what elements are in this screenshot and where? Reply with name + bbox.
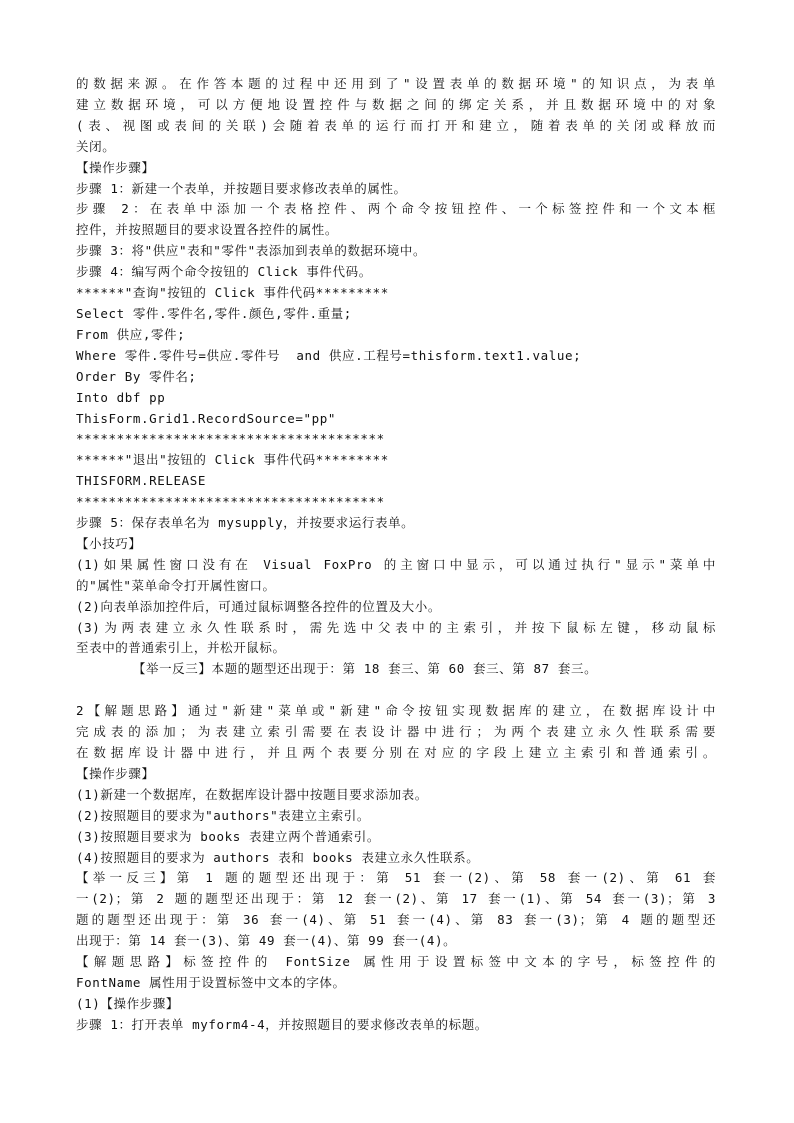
text-line: 步骤 4：编写两个命令按钮的 Click 事件代码。 bbox=[76, 264, 372, 280]
text-line: 在数据库设计器中进行，并且两个表要分别在对应的字段上建立主索引和普通索引。 bbox=[76, 744, 716, 760]
text-line: (3)按照题目要求为 books 表建立两个普通索引。 bbox=[76, 828, 380, 844]
text-line: (3)为两表建立永久性联系时，需先选中父表中的主索引，并按下鼠标左键，移动鼠标 bbox=[76, 619, 716, 635]
text-line: ******"退出"按钮的 Click 事件代码********* bbox=[76, 452, 389, 468]
text-line: From 供应,零件; bbox=[76, 326, 186, 342]
text-line: ************************************** bbox=[76, 431, 385, 447]
text-line: 控件，并按照题目的要求设置各控件的属性。 bbox=[76, 222, 339, 238]
text-line: 至表中的普通索引上，并松开鼠标。 bbox=[76, 640, 286, 656]
text-line: 步骤 3：将"供应"表和"零件"表添加到表单的数据环境中。 bbox=[76, 243, 427, 259]
text-line: Select 零件.零件名,零件.颜色,零件.重量; bbox=[76, 305, 352, 321]
text-line: THISFORM.RELEASE bbox=[76, 473, 207, 489]
text-line: Into dbf pp bbox=[76, 389, 166, 405]
text-line: 的"属性"菜单命令打开属性窗口。 bbox=[76, 577, 276, 593]
text-line: FontName 属性用于设置标签中文本的字体。 bbox=[76, 974, 346, 990]
text-line: 【解题思路】标签控件的 FontSize 属性用于设置标签中文本的字号，标签控件的 bbox=[76, 954, 716, 970]
text-line: 的数据来源。在作答本题的过程中还用到了"设置表单的数据环境"的知识点，为表单 bbox=[76, 76, 716, 91]
text-line: 题的题型还出现于：第 36 套一(4)、第 51 套一(4)、第 83 套一(3)；第 4 题的题型还 bbox=[76, 912, 716, 928]
text-line: 完成表的添加；为表建立索引需要在表设计器中进行；为两个表建立永久性联系需要 bbox=[76, 724, 716, 740]
text-line: 步骤 2：在表单中添加一个表格控件、两个命令按钮控件、一个标签控件和一个文本框 bbox=[76, 201, 716, 217]
text-line: 出现于：第 14 套一(3)、第 49 套一(4)、第 99 套一(4)。 bbox=[76, 933, 457, 949]
text-line: ******"查询"按钮的 Click 事件代码********* bbox=[76, 285, 389, 301]
text-line: 步骤 1：新建一个表单，并按题目要求修改表单的属性。 bbox=[76, 180, 407, 196]
text-line: (2)按照题目的要求为"authors"表建立主索引。 bbox=[76, 807, 371, 823]
text-line: Order By 零件名; bbox=[76, 368, 197, 384]
text-line: 步骤 5：保存表单名为 mysupply，并按要求运行表单。 bbox=[76, 515, 415, 531]
document-page bbox=[76, 74, 716, 1036]
text-line: 一(2)；第 2 题的题型还出现于：第 12 套一(2)、第 17 套一(1)、第 54 套一(3)；第 3 bbox=[76, 891, 716, 907]
text-line: (1)新建一个数据库，在数据库设计器中按题目要求添加表。 bbox=[76, 786, 428, 802]
text-line: 【举一反三】第 1 题的题型还出现于：第 51 套一(2)、第 58 套一(2)、第 61 套 bbox=[76, 870, 716, 886]
text-line: 步骤 1：打开表单 myform4-4，并按照题目的要求修改表单的标题。 bbox=[76, 1016, 488, 1032]
text-line: (表、视图或表间的关联)会随着表单的运行而打开和建立，随着表单的关闭或释放而 bbox=[76, 117, 716, 133]
text-line: Where 零件.零件号=供应.零件号 and 供应.工程号=thisform.text1.value; bbox=[76, 347, 582, 363]
text-line: 关闭。 bbox=[76, 138, 116, 154]
text-line: ThisForm.Grid1.RecordSource="pp" bbox=[76, 410, 337, 426]
text-line: 【小技巧】 bbox=[76, 535, 142, 551]
text-line: ************************************** bbox=[76, 494, 385, 510]
text-line: 2【解题思路】通过"新建"菜单或"新建"命令按钮实现数据库的建立，在数据库设计中 bbox=[76, 703, 716, 719]
text-line: (1)【操作步骤】 bbox=[76, 995, 179, 1011]
text-line: (2)向表单添加控件后，可通过鼠标调整各控件的位置及大小。 bbox=[76, 598, 441, 614]
text-line bbox=[76, 680, 716, 701]
text-line: (4)按照题目的要求为 authors 表和 books 表建立永久性联系。 bbox=[76, 849, 480, 865]
text-line: 【操作步骤】 bbox=[76, 159, 155, 175]
text-line: 【操作步骤】 bbox=[76, 765, 155, 781]
text-line: 建立数据环境，可以方便地设置控件与数据之间的绑定关系，并且数据环境中的对象 bbox=[76, 96, 716, 112]
text-line: (1)如果属性窗口没有在 Visual FoxPro 的主窗口中显示，可以通过执行"显示"菜单中 bbox=[76, 556, 716, 572]
text-line: 【举一反三】本题的题型还出现于：第 18 套三、第 60 套三、第 87 套三。 bbox=[76, 661, 598, 677]
